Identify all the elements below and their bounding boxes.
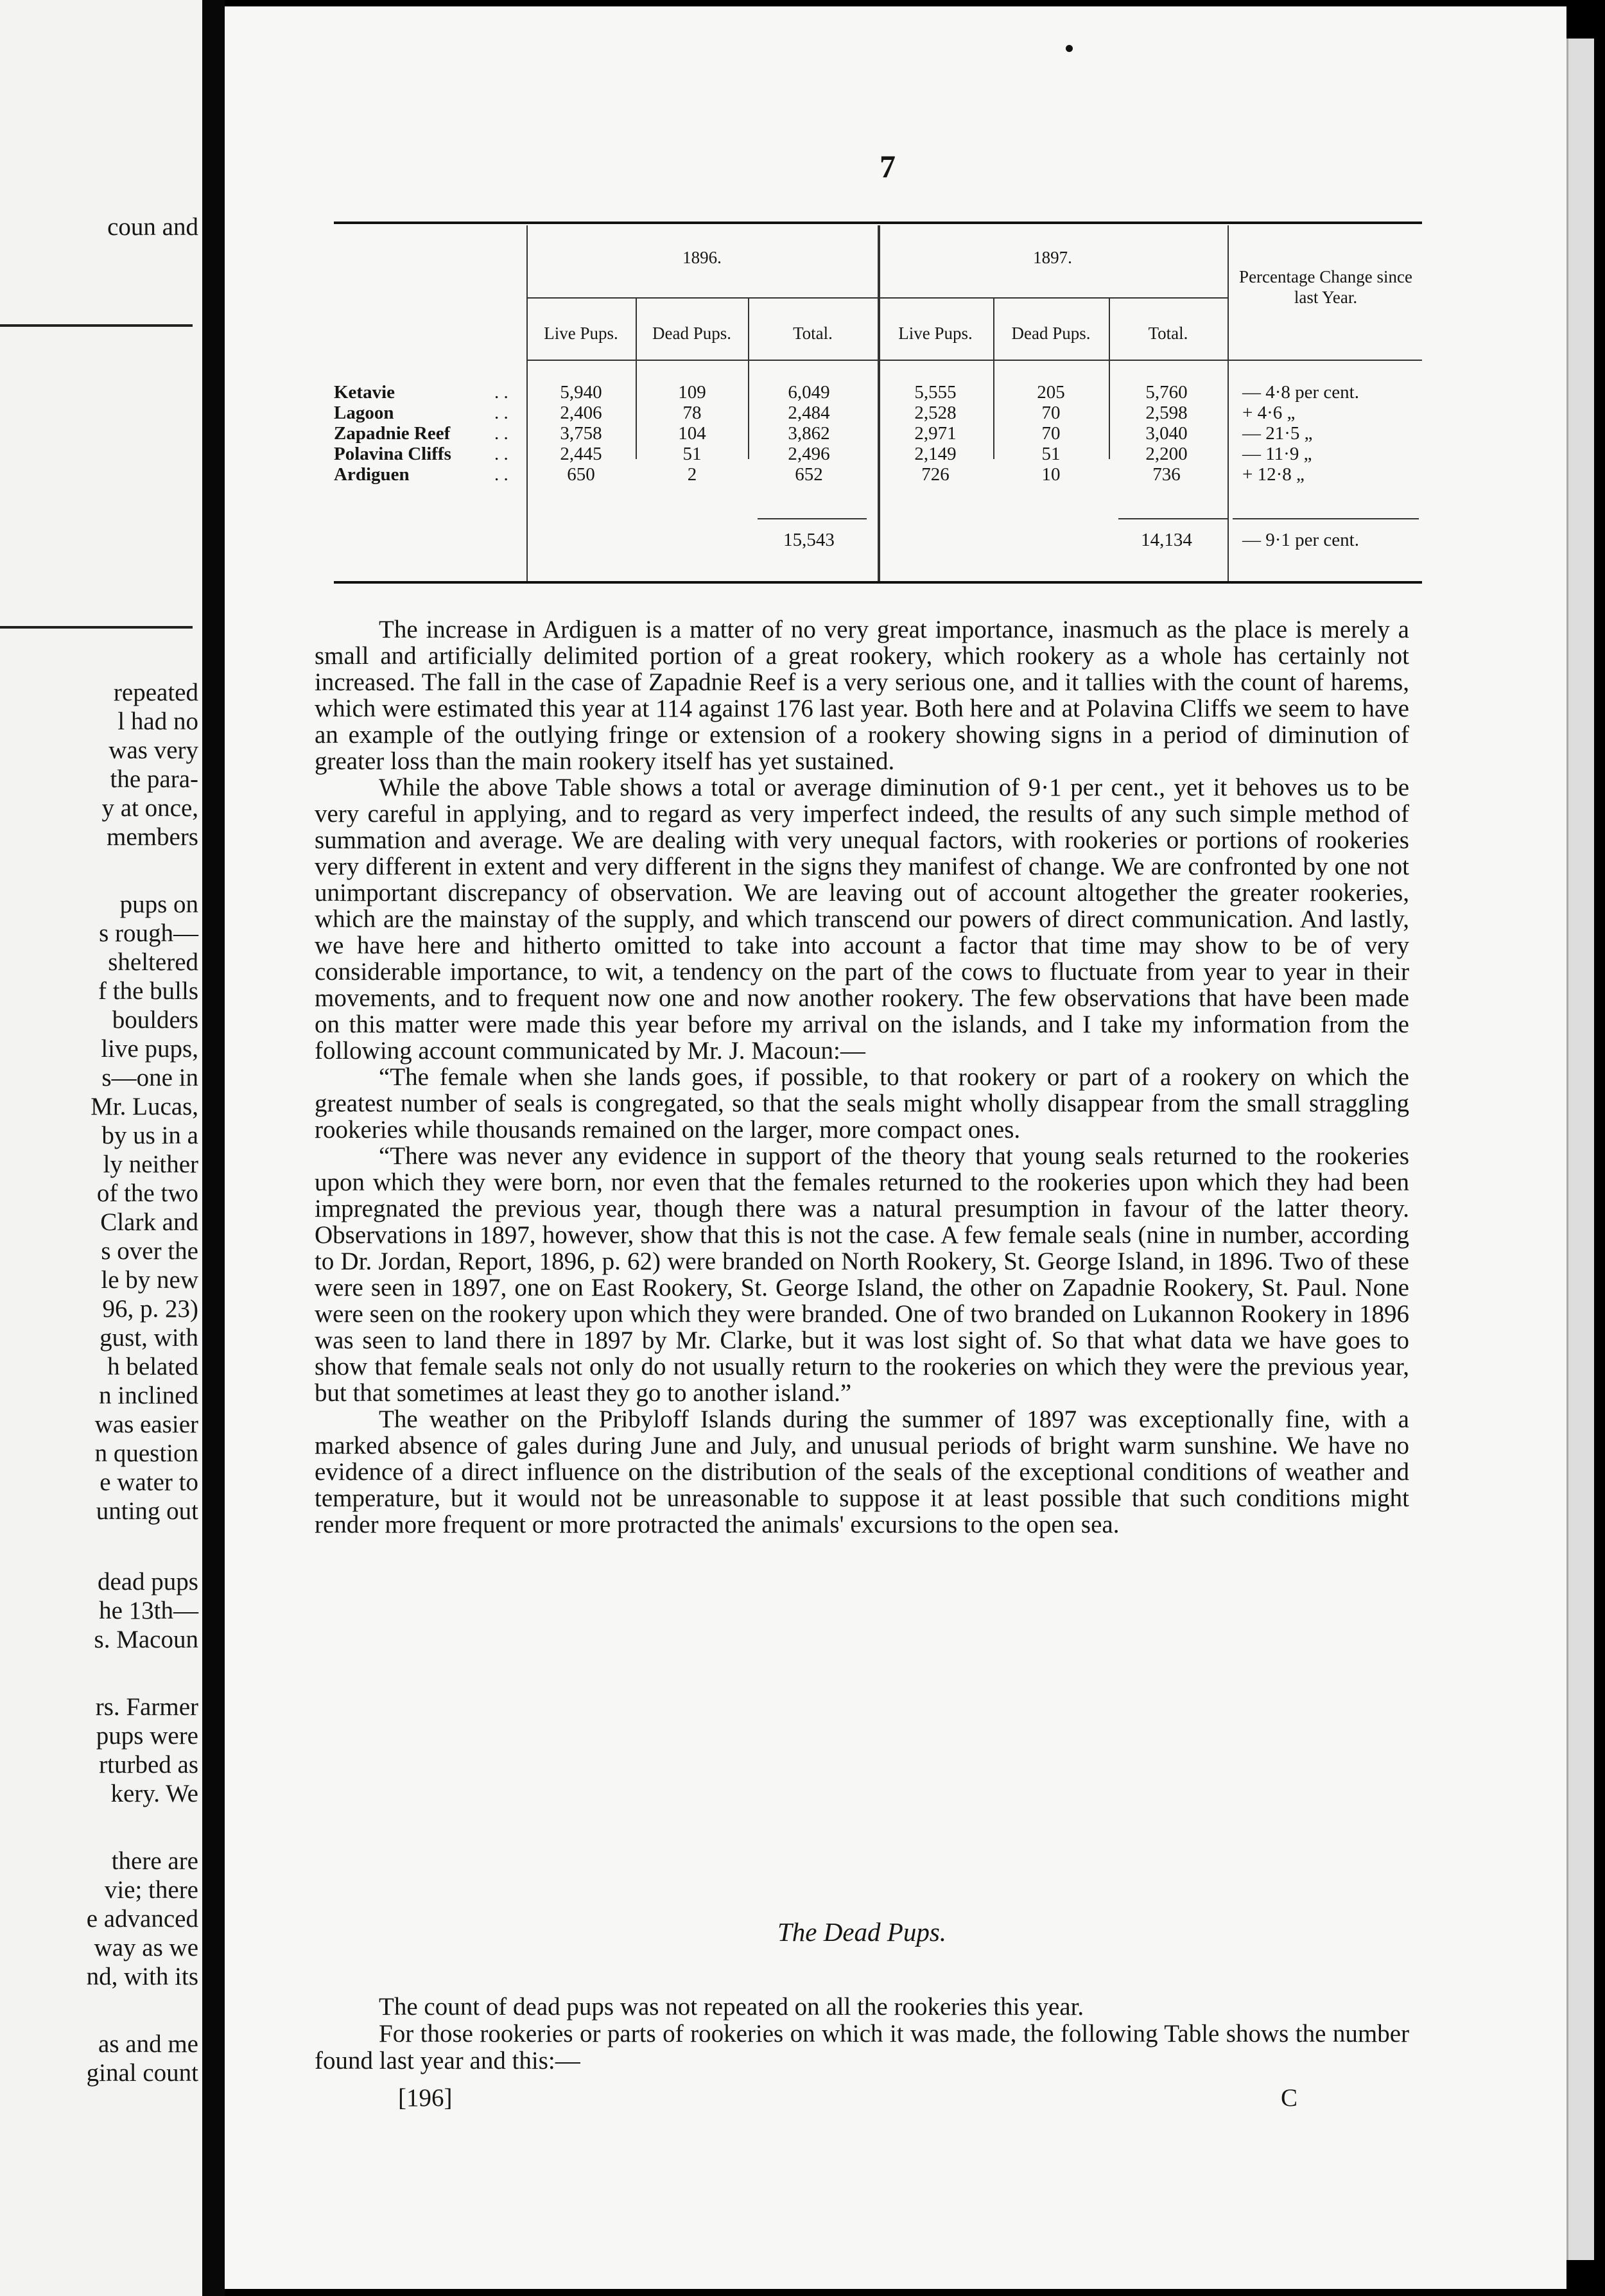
table-cell: 5,555 [914,382,957,403]
facing-page-line: as and me [98,2030,198,2058]
facing-page-line: 96, p. 23) [102,1295,198,1323]
ink-dot [1066,45,1073,52]
table-cell: 2 [687,464,697,485]
facing-page-line: was very [108,736,198,764]
leader-dots: . . [494,423,508,444]
facing-page-line: e advanced [86,1905,198,1933]
table-cell: 3,040 [1145,423,1188,444]
rookery-name: Ardiguen [334,464,410,485]
col-live-1897: Live Pups. [898,324,973,343]
table-divider [526,225,528,581]
facing-page-line: Clark and [100,1208,198,1236]
table-cell: 650 [567,464,595,485]
table-cell: 5,760 [1145,382,1188,403]
facing-page-line: s rough— [99,919,198,947]
facing-page-line: ginal count [86,2059,198,2087]
col-dead-1896: Dead Pups. [652,324,731,343]
facing-page-line: n inclined [99,1382,198,1409]
leader-dots: . . [494,403,508,423]
table-divider [1228,225,1229,581]
percentage-change: + 12·8 „ [1242,464,1305,485]
table-cell: 6,049 [788,382,830,403]
body-text [315,616,1409,1538]
table-cell: 3,758 [560,423,602,444]
col-dead-1897: Dead Pups. [1011,324,1091,343]
facing-page-line: s. Macoun [94,1626,198,1653]
table-cell: 2,445 [560,444,602,464]
facing-page-line: kery. We [110,1780,198,1807]
paragraph: The increase in Ardiguen is a matter of no very great importance, inasmuch as the place is merely a small and artificially delimited portion of a great rookery, which rookery as a whole has certainly not increased. The fall in the case of Zapadnie Reef is a very serious one, and it tallies with the count of harems, which were estimated this year at 114 against 176 last year. Both here and at Polavina Cliffs we seem to have an example of the outlying fringe or extension of a rookery showing signs in a period of diminution of greater loss than the main rookery itself has yet sustained. [315,616,1409,775]
facing-page-line: gust, with [100,1324,198,1352]
table-cell: 2,200 [1145,444,1188,464]
table-cell: 2,149 [914,444,957,464]
facing-page-line: unting out [96,1497,198,1525]
table-cell: 10 [1041,464,1061,485]
section-text [315,1994,1409,2074]
facing-page-line: s over the [101,1237,198,1265]
paragraph: While the above Table shows a total or average diminution of 9·1 per cent., yet it behoves us to be very careful in applying, and to regard as very imperfect indeed, the results of any such simple method of summation and average. We are dealing with very unequal factors, with rookeries or portions of rookeries very different in extent and very different in the signs they manifest of change. We are confronted by one not unimportant discrepancy of observation. We are leaving out of account altogether the greater rookeries, which are the mainstay of the supply, and which transcend our powers of direct communication. And lastly, we have here and hitherto omitted to take into account a factor that time may show to be of very considerable importance, to wit, a tendency on the part of the cows to fluctuate from year to year in their movements, and to frequent now one and now another rookery. The few observations that have been made on this matter were made this year before my arrival on the islands, and I take my information from the following account communicated by Mr. J. Macoun:— [315,774,1409,1065]
facing-page-line: coun and [107,213,198,241]
facing-page-line: y at once, [101,794,198,822]
facing-page-line: he 13th— [99,1597,198,1624]
table-cell: 104 [678,423,706,444]
facing-page-line: ly neither [103,1151,198,1178]
col-total-1897: Total. [1148,324,1188,343]
table-cell: 2,496 [788,444,830,464]
col-total-1896: Total. [793,324,833,343]
facing-page-line: pups on [119,891,198,918]
facing-page-line: rturbed as [99,1751,198,1779]
facing-page-line: repeated [113,679,198,706]
page-number: 7 [880,148,896,184]
percentage-change: — 21·5 „ [1242,423,1313,444]
paragraph: The count of dead pups was not repeated on all the rookeries this year. [379,1993,1084,2021]
signature-letter: C [1281,2084,1298,2112]
total-percentage: — 9·1 per cent. [1242,530,1359,550]
facing-page-line: members [107,823,198,851]
facing-page-line: sheltered [108,948,198,976]
facing-page-line: by us in a [101,1122,198,1149]
table-cell: 109 [678,382,706,403]
leader-dots: . . [494,444,508,464]
facing-page-line: pups were [96,1722,198,1750]
table-cell: 51 [1041,444,1061,464]
facing-page-line: Mr. Lucas, [91,1093,198,1120]
percentage-change: — 4·8 per cent. [1242,382,1359,403]
table-divider [878,225,880,581]
total-1897: 14,134 [1141,530,1192,550]
table-cell: 51 [682,444,702,464]
year-1897-header: 1897. [1033,248,1072,267]
facing-page-line: h belated [107,1353,198,1380]
facing-page-line: was easier [94,1411,198,1438]
book-gutter [202,0,225,2296]
total-rule-1897 [1118,518,1228,519]
percentage-header: Percentage Change since last Year. [1239,267,1412,307]
year-1896-header: 1896. [682,248,722,267]
total-1896: 15,543 [783,530,835,550]
facing-page-line: n question [94,1439,198,1467]
facing-page-line: l had no [117,708,198,735]
facing-page-line: way as we [94,1934,198,1961]
table-cell: 2,971 [914,423,957,444]
facing-page-line: le by new [101,1266,198,1294]
rookery-name: Zapadnie Reef [334,423,451,444]
facing-page-line: live pups, [101,1035,198,1063]
table-cell: 2,406 [560,403,602,423]
rookery-name: Polavina Cliffs [334,444,451,464]
table-cell: 70 [1041,423,1061,444]
section-title: The Dead Pups. [777,1917,947,1947]
facing-page-line: f the bulls [98,977,198,1005]
table-cell: 5,940 [560,382,602,403]
table-cell: 2,528 [914,403,957,423]
facing-page-line: vie; there [104,1876,198,1904]
total-rule-1896 [758,518,867,519]
percentage-change: + 4·6 „ [1242,403,1296,423]
paragraph: For those rookeries or parts of rookeries on which it was made, the following Table shows the number found last year and this:— [315,2020,1409,2074]
facing-page-line: s—one in [101,1064,198,1091]
rookery-name: Ketavie [334,382,395,403]
facing-page-line: dead pups [97,1568,198,1596]
paragraph: “The female when she lands goes, if possible, to that rookery or part of a rookery on which the greatest number of seals is congregated, so that the seals might wholly disappear from the small straggling rookeries while thousands remained on the larger, more compact ones. [315,1063,1409,1144]
facing-page-rule-2 [0,626,193,629]
percentage-change: — 11·9 „ [1242,444,1312,464]
leader-dots: . . [494,382,508,403]
facing-page-line: nd, with its [86,1963,198,1990]
table-cell: 70 [1041,403,1061,423]
header-bottom-rule [526,360,1422,361]
facing-page-line: there are [111,1847,198,1875]
total-rule-pct [1233,518,1419,519]
facing-page-line: rs. Farmer [95,1693,198,1721]
paragraph: The weather on the Pribyloff Islands during the summer of 1897 was exceptionally fine, with a marked absence of gales during June and July, and unusual periods of bright warm sunshine. We have no evidence of a direct influence on the distribution of the seals of the exceptional conditions of weather and temperature, but it would not be unreasonable to suppose it at least possible that such conditions might render more frequent or more protracted the animals' excursions to the open sea. [315,1405,1409,1538]
table-cell: 736 [1152,464,1181,485]
table-cell: 205 [1037,382,1065,403]
table-bottom-rule [334,581,1422,584]
table-cell: 2,598 [1145,403,1188,423]
facing-page-rule-1 [0,324,193,327]
table-cell: 78 [682,403,702,423]
table-cell: 2,484 [788,403,830,423]
paragraph: “There was never any evidence in support of the theory that young seals returned to the rookeries upon which they were born, nor even that the females returned to the rookeries upon which they had been impregnated the previous year, though there was a natural presumption in favour of the latter theory. Observations in 1897, however, show that this is not the case. A few female seals (nine in number, according to Dr. Jordan, Report, 1896, p. 62) were branded on North Rookery, St. George Island, in 1896. Two of these were seen in 1897, one on East Rookery, St. George Island, the other on Zapadnie Rookery, St. Paul. None were seen on the rookery upon which they were branded. One of two branded on Lukannon Rookery in 1896 was seen to land there in 1897 by Mr. Clarke, but it was lost sight of. So that what data we have goes to show that female seals not only do not usually return to the rookeries on which they were the previous year, but that sometimes at least they go to another island.” [315,1142,1409,1407]
table-cell: 652 [795,464,823,485]
rookery-name: Lagoon [334,403,394,423]
facing-page-line: boulders [112,1006,198,1034]
table-cell: 726 [921,464,950,485]
table-cell: 3,862 [788,423,830,444]
table-top-rule [334,222,1422,224]
facing-page-line: the para- [110,765,198,793]
header-underline [526,297,1228,299]
page-edge [1566,39,1594,2260]
col-live-1896: Live Pups. [544,324,618,343]
facing-page [0,0,202,2296]
signature-mark: [196] [398,2084,453,2112]
facing-page-line: of the two [96,1179,198,1207]
facing-page-line: e water to [100,1468,198,1496]
leader-dots: . . [494,464,508,485]
